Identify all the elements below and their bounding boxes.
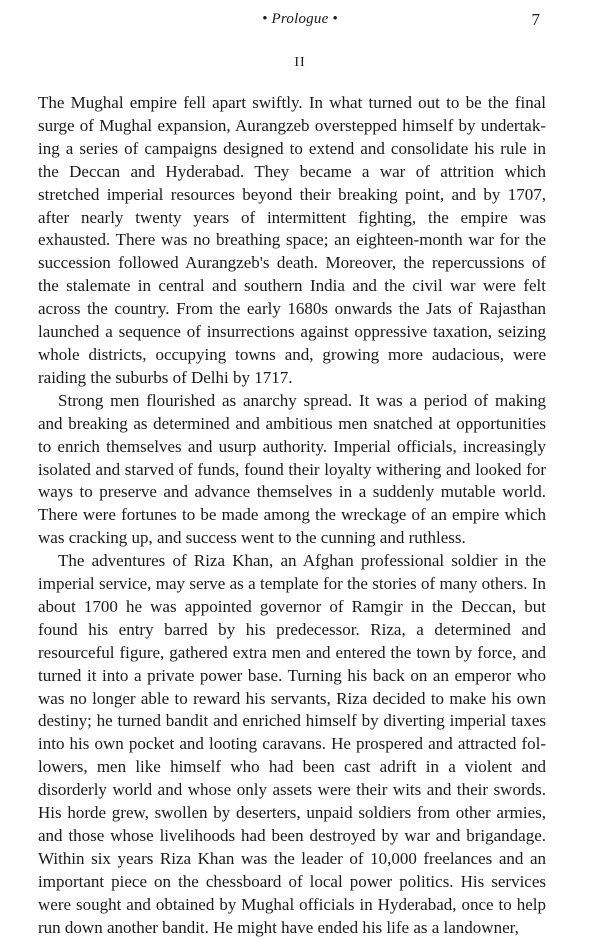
paragraph-1: The Mughal empire fell apart swiftly. In what turned out to be the final surge of Mughal expansion, Aurangzeb overstepped himself by undertaking a series of campaigns designed to extend and consolidate his rule in the Deccan and Hyderabad. They became a war of attrition which stretched imperial resources beyond their breaking point, and by 1707, after nearly twenty years of intermittent fighting, the empire was exhausted. There was no breathing space; an eighteen-month war for the succession followed Aurangzeb's death. Moreover, the repercussions of the stalemate in central and southern India and the civil war were felt across the country. From the early 1680s onwards the Jats of Rajasthan launched a sequence of insurrections against oppressive taxation, seizing whole districts, occupying towns and, growing more audacious, were raiding the suburbs of Delhi by 1717. [38, 93, 546, 387]
paragraph-3: The adventures of Riza Khan, an Afghan professional soldier in the imperial service, may serve as a template for the stories of many others. In about 1700 he was appointed governor of Ramgir in the Deccan, but found his entry barred by his predecessor. Riza, a determined and resourceful figure, gathered extra men and entered the town by force, and turned it into a private power base. Turning his back on an emperor who was no longer able to reward his servants, Riza decided to make his own destiny; he turned bandit and enriched himself by diverting imperial taxes into his own pocket and looting caravans. He prospered and attracted followers, men like himself who had been cast adrift in a violent and disorderly world and whose only assets were their wits and their swords. His horde grew, swollen by deserters, unpaid soldiers from other armies, and those whose livelihoods had been destroyed by war and brigandage. Within six years Riza Khan was the leader of 10,000 freelances and an important piece on the chessboard of local power politics. His services were sought and obtained by Mughal officials in Hyderabad, once to help run down another bandit. He might have ended his life as a landowner, [38, 551, 546, 937]
body-text [38, 92, 546, 940]
paragraph-2: Strong men flourished as anarchy spread. It was a period of making and breaking as determined and ambitious men snatched at opportunities to enrich themselves and usurp authority. Imperial officials, increasingly isolated and starved of funds, found their loyalty withering and looked for ways to preserve and advance themselves in a suddenly mutable world. There were fortunes to be made among the wreckage of an empire which was cracking up, and success went to the cunning and ruthless. [38, 390, 546, 548]
page-number: 7 [531, 10, 540, 29]
section-number: II [294, 55, 306, 70]
running-head: • Prologue • [262, 11, 338, 27]
